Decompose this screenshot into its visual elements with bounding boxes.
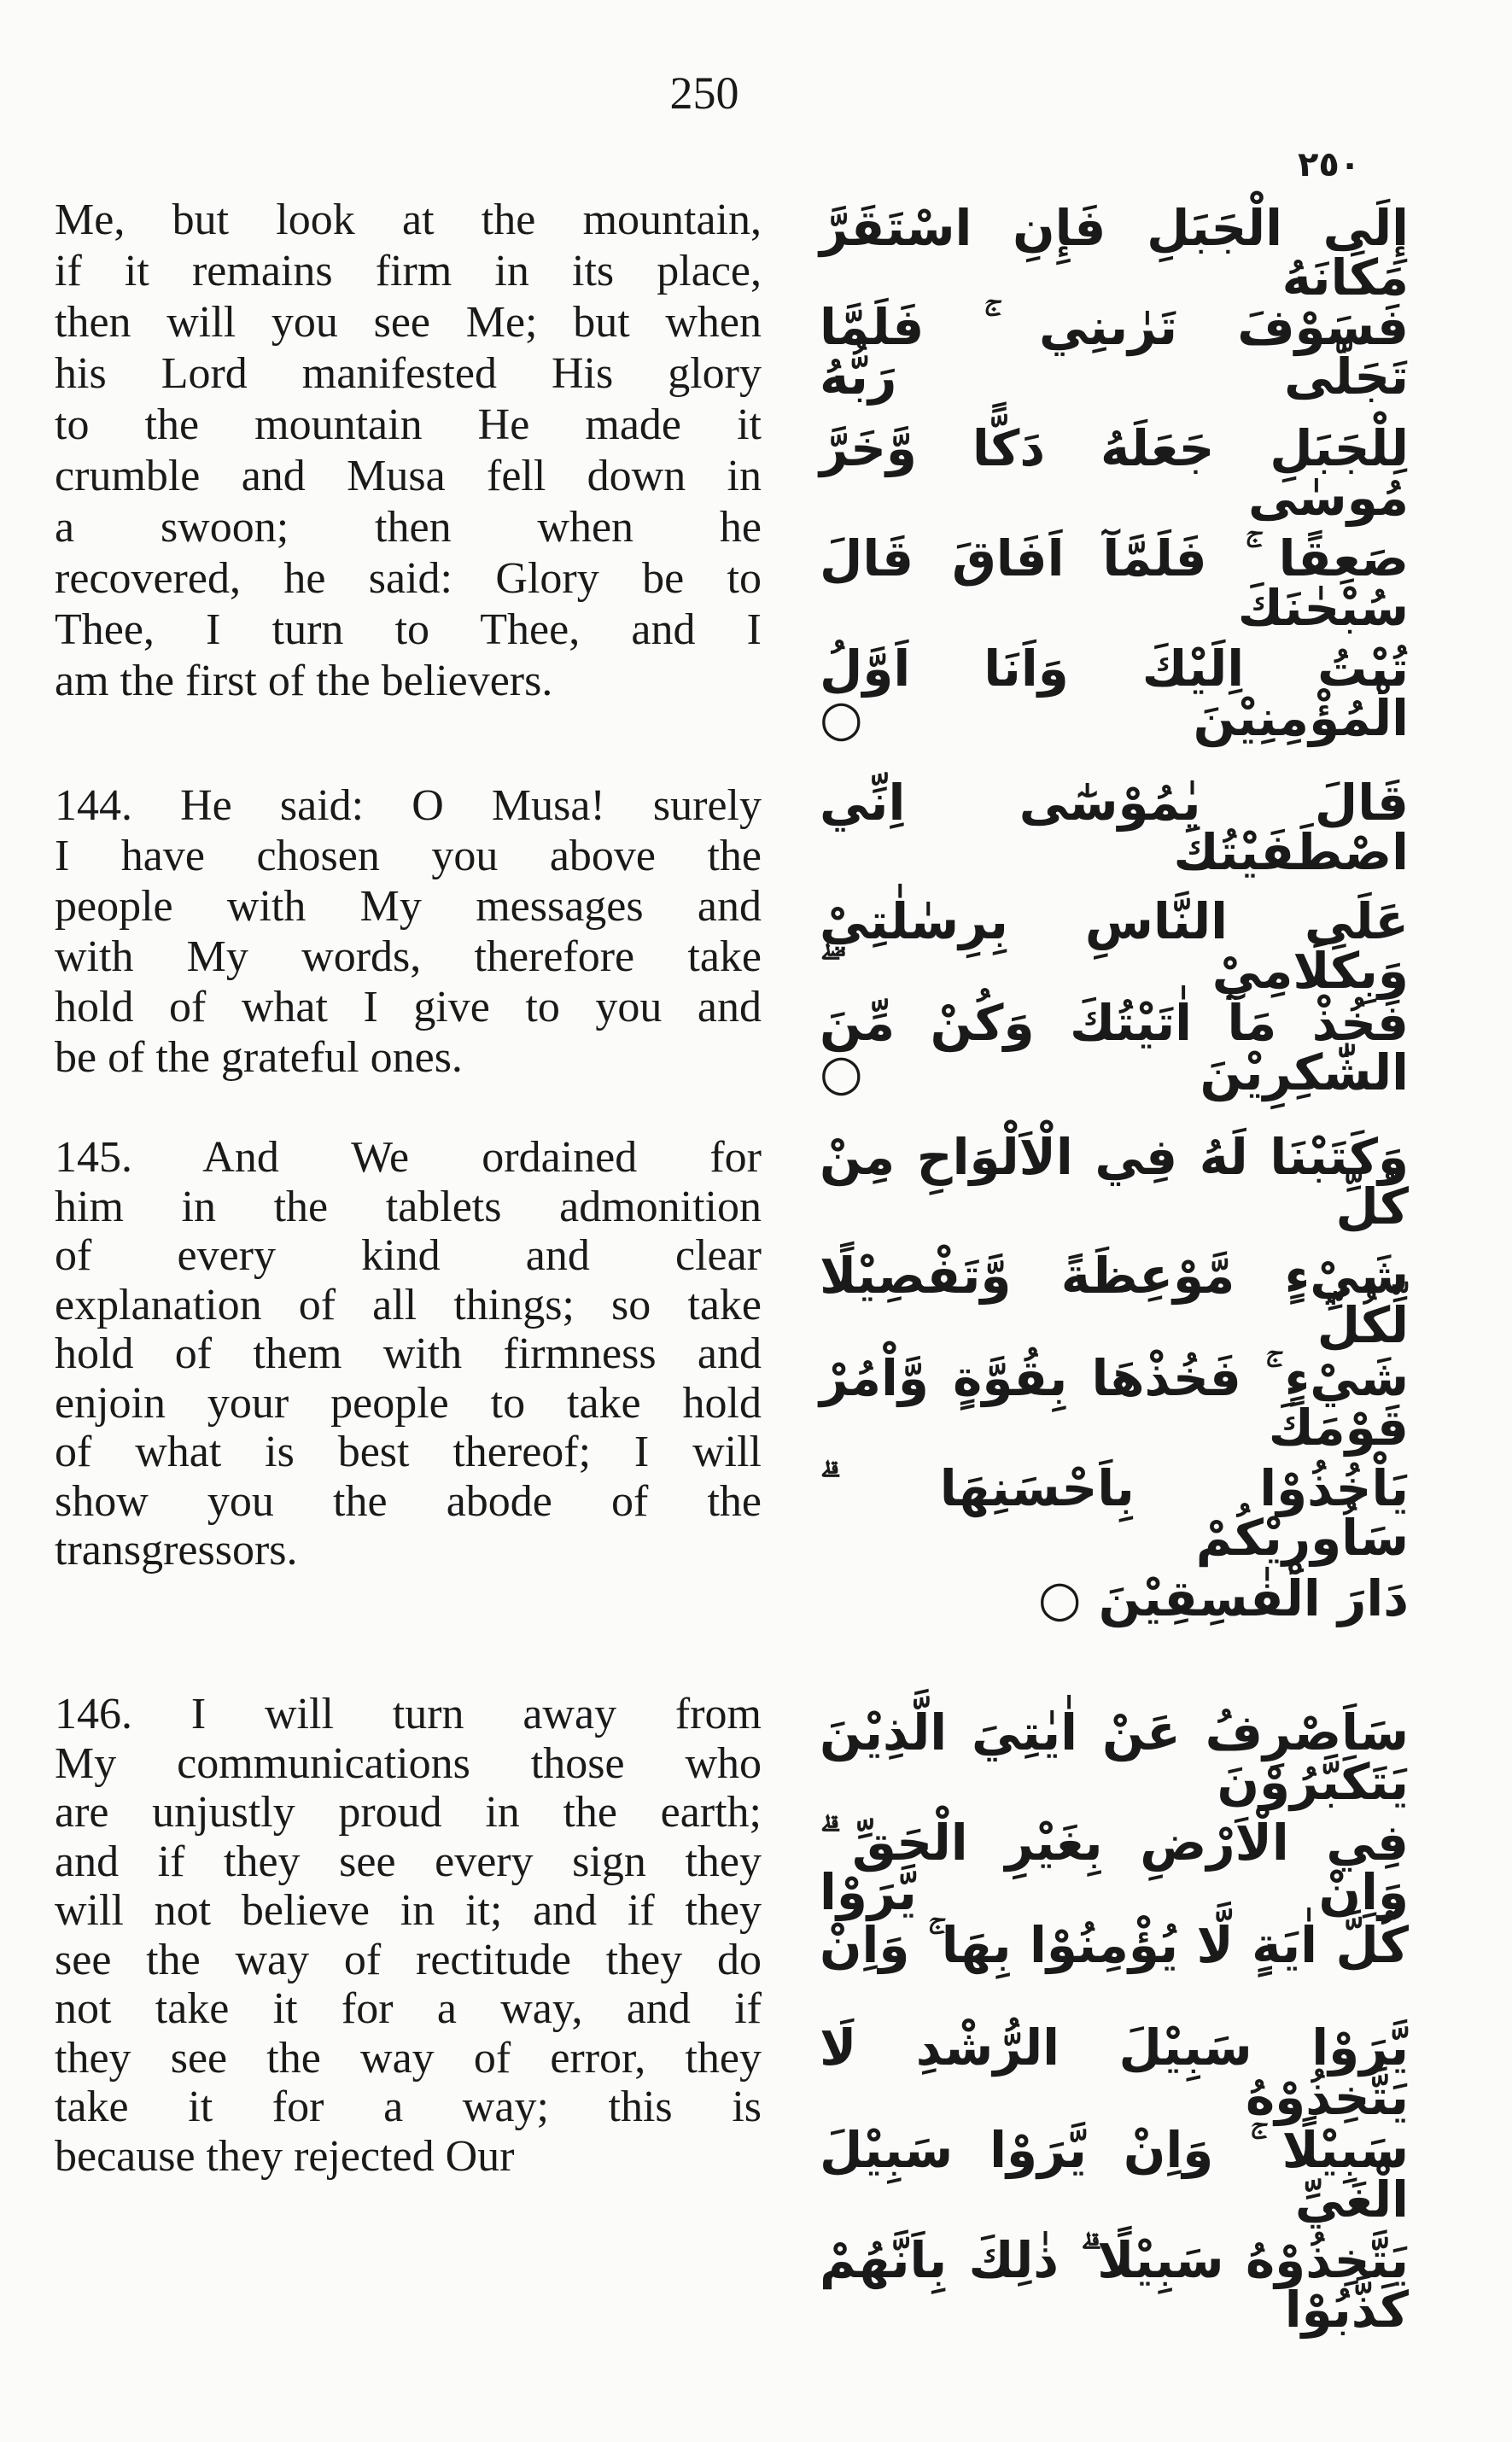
- arabic-line: دَارَ الْفٰسِقِيْنَ ○: [1037, 1569, 1409, 1627]
- text-line-content: Thee, I turn to Thee, and I: [55, 605, 762, 654]
- arabic-line: يَاْخُذُوْا بِاَحْسَنِهَا ۗ سَاُورِيْكُمْ: [820, 1459, 1409, 1567]
- arabic-line: يَّرَوْا سَبِيْلَ الرُّشْدِ لَا يَتَّخِذُوْهُ: [820, 2018, 1409, 2126]
- arabic-line: شَيْءٍ مَّوْعِظَةً وَّتَفْصِيْلًا لِّكُلِّ: [820, 1247, 1409, 1354]
- text-line-content: to the mountain He made it: [55, 400, 762, 449]
- arabic-line: قَالَ يٰمُوْسٰٓى اِنِّي اصْطَفَيْتُكَ: [820, 774, 1409, 881]
- text-line-content: if it remains firm in its place,: [55, 247, 762, 295]
- text-line-content: I have chosen you above the: [55, 832, 762, 880]
- page-number: 250: [669, 67, 739, 119]
- text-line-content: show you the abode of the: [55, 1476, 762, 1526]
- arabic-line: لِلْجَبَلِ جَعَلَهُ دَكًّا وَّخَرَّ مُوسٰى: [820, 419, 1409, 527]
- text-line-content: and if they see every sign they: [55, 1837, 762, 1886]
- text-line-content: 144. He said: O Musa! surely: [55, 781, 762, 830]
- text-line-content: a swoon; then when he: [55, 503, 762, 552]
- text-line-content: be of the grateful ones.: [55, 1033, 463, 1082]
- arabic-line: تُبْتُ اِلَيْكَ وَاَنَا اَوَّلُ الْمُؤْمِنِيْنَ ○: [820, 640, 1409, 747]
- arabic-line: سَاَصْرِفُ عَنْ اٰيٰتِيَ الَّذِيْنَ يَتَكَبَّرُوْنَ: [820, 1703, 1409, 1811]
- text-line-content: him in the tablets admonition: [55, 1182, 762, 1231]
- arabic-line: فِي الْاَرْضِ بِغَيْرِ الْحَقِّ ۗ وَاِنْ يَّرَوْا: [820, 1814, 1409, 1921]
- text-line-content: they see the way of error, they: [55, 2033, 762, 2083]
- arabic-line: فَخُذْ مَآ اٰتَيْتُكَ وَكُنْ مِّنَ الشّٰكِرِيْنَ ○: [820, 994, 1409, 1101]
- text-line-content: not take it for a way, and if: [55, 1984, 762, 2033]
- text-line-content: Me, but look at the mountain,: [55, 196, 762, 244]
- text-line-content: see the way of rectitude they do: [55, 1935, 762, 1984]
- arabic-line: سَبِيْلًا ۚ وَاِنْ يَّرَوْا سَبِيْلَ الْغَيِّ: [820, 2121, 1409, 2229]
- page-number-arabic: ٢٥٠: [1298, 145, 1361, 184]
- text-line-content: 145. And We ordained for: [55, 1133, 762, 1182]
- text-line-content: will not believe in it; and if they: [55, 1886, 762, 1935]
- arabic-line: يَتَّخِذُوْهُ سَبِيْلًا ۗ ذٰلِكَ بِاَنَّهُمْ كَذَّبُوْا: [820, 2231, 1409, 2339]
- arabic-line: صَعِقًا ۚ فَلَمَّآ اَفَاقَ قَالَ سُبْحٰنَكَ: [820, 529, 1409, 637]
- arabic-line: وَكَتَبْنَا لَهُ فِي الْاَلْوَاحِ مِنْ كُلِّ: [820, 1128, 1409, 1236]
- text-line-content: recovered, he said: Glory be to: [55, 554, 762, 603]
- text-line-content: transgressors.: [55, 1526, 298, 1574]
- arabic-line: كُلَّ اٰيَةٍ لَّا يُؤْمِنُوْا بِهَا ۚ وَاِنْ: [820, 1916, 1409, 1974]
- text-line-content: with My words, therefore take: [55, 932, 762, 981]
- text-line-content: am the first of the believers.: [55, 657, 553, 705]
- text-line-content: 146. I will turn away from: [55, 1690, 762, 1738]
- arabic-line: إِلَى الْجَبَلِ فَإِنِ اسْتَقَرَّ مَكَانَهُ: [820, 199, 1409, 307]
- text-line-content: explanation of all things; so take: [55, 1280, 762, 1329]
- text-line-content: then will you see Me; but when: [55, 298, 762, 347]
- text-line-content: hold of them with firmness and: [55, 1329, 762, 1378]
- arabic-line: عَلَى النَّاسِ بِرِسٰلٰتِيْ وَبِكَلَامِيْ ۖ: [820, 892, 1409, 1000]
- arabic-line: شَيْءٍ ۚ فَخُذْهَا بِقُوَّةٍ وَّاْمُرْ قَوْمَكَ: [820, 1349, 1409, 1457]
- text-line-content: of every kind and clear: [55, 1231, 762, 1280]
- text-line-content: are unjustly proud in the earth;: [55, 1788, 762, 1837]
- arabic-line: فَسَوْفَ تَرٰىنِي ۚ فَلَمَّا تَجَلّٰى رَبُّهُ: [820, 298, 1409, 406]
- text-line-content: because they rejected Our: [55, 2131, 515, 2181]
- text-line-content: of what is best thereof; I will: [55, 1428, 762, 1476]
- text-line-content: enjoin your people to take hold: [55, 1378, 762, 1428]
- text-line-content: crumble and Musa fell down in: [55, 452, 762, 500]
- text-line-content: take it for a way; this is: [55, 2083, 762, 2131]
- text-line-content: My communications those who: [55, 1738, 762, 1788]
- text-line-content: people with My messages and: [55, 882, 762, 931]
- text-line-content: his Lord manifested His glory: [55, 349, 762, 398]
- text-line-content: hold of what I give to you and: [55, 983, 762, 1031]
